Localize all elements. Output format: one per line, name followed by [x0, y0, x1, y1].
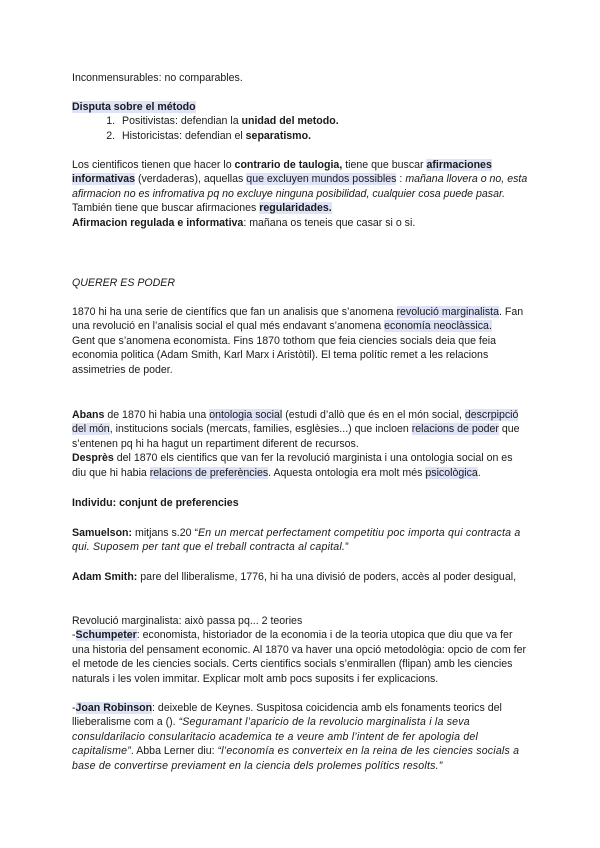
querer-heading: QUERER ES PODER	[72, 277, 176, 289]
samuelson-paragraph: Samuelson: mitjans s.20 “En un mercat perfectament competitiu poc importa qui contracta a qui. Suposem per tant que el treball contracta al capital.”	[72, 527, 521, 554]
paragraph-text: -Schumpeter: economista, historiador de la economia i de la teoria utopica que diu que va fer una historia del pensament economic. Al 1870 va haver una opció metodològia: opcio de com fer el metode de les ciencies socials. Certs cientifics socials s’enmirallen (flipan) amb les ciencies naturals i les volen immitar. Explicar molt amb pocs suposits i fer explicacions.	[72, 629, 527, 685]
paragraph-text: Revolució marginalista: això passa pq... 2 teories	[72, 615, 303, 627]
disputa-heading: Disputa sobre el método	[72, 101, 196, 113]
paragraph-text: Los cientificos tienen que hacer lo contrario de taulogia, tiene que buscar afirmaciones informativas (verdaderas), aquellas que excluyen mundos possibles : mañana llovera o no, esta afirmacion no es infromativa pq no excluye ninguna posibilidad, cualquier cosa puede pasar.	[72, 159, 528, 200]
robinson-paragraph: -Joan Robinson: deixeble de Keynes. Suspitosa coicidencia amb els fonaments teorics del llieberalisme com a (). “Seguramant l’aparicio de la revolucio marginalista i la seva consuldarilacio consularitacio academica te a veure amb l’intent de fer apologia del capitalisme”. Abba Lerner diu: “l’economía es converteix en la reina de les ciencies socials a base de convertirse previament en la ciencia dels prolemes polítics resolts.”	[72, 702, 520, 772]
paragraph-text: Afirmacion regulada e informativa: mañana os teneis que casar si o si.	[72, 216, 416, 229]
paragraph-text: Abans de 1870 hi habia una ontologia social (estudi d’allò que és en el món social, descrpipció del món, institucions socials (mercats, families, esglèsies...) que incloen relacions de poder que s’entenen pq hi ha hagut un repartiment diferent de recursos.	[72, 409, 520, 450]
adam-smith-paragraph: Adam Smith: pare del lliberalisme, 1776, hi ha una divisió de poders, accès al poder desigual,	[72, 571, 517, 583]
cientificos-paragraph	[72, 158, 528, 230]
schumpeter-paragraph	[72, 614, 528, 686]
individu-heading: Individu: conjunt de preferencies	[72, 497, 239, 509]
list-item: 2. Historicistas: defendian el separatismo.	[118, 129, 528, 143]
paragraph-text: También tiene que buscar afirmaciones regularidades.	[72, 202, 332, 215]
disputa-section	[72, 100, 528, 143]
inconmensurables-line: Inconmensurables: no comparables.	[72, 72, 243, 84]
paragraph-text: 1870 hi ha una serie de científics que fan un analisis que s’anomena revolució marginalista. Fan una revolució en l’analisis social el qual més endavant s’anomena economía neoclàssica.	[72, 306, 524, 333]
disputa-list	[72, 114, 528, 143]
list-item: 1. Positivistas: defendian la unidad del metodo.	[118, 114, 528, 128]
paragraph-text: Desprès del 1870 els cientifics que van fer la revolució marginista i una ontologia social on es diu que hi habia relacions de preferències. Aquesta ontologia era molt més psicològica.	[72, 452, 513, 479]
paragraph-text: Gent que s’anomena economista. Fins 1870 tothom que feia ciencies socials deia que feia economia politica (Adam Smith, Karl Marx i Aristòtil). El tema polític remet a les relacions assimetries de poder.	[72, 334, 497, 376]
revolucio-paragraph	[72, 305, 528, 377]
abans-paragraph	[72, 408, 528, 480]
